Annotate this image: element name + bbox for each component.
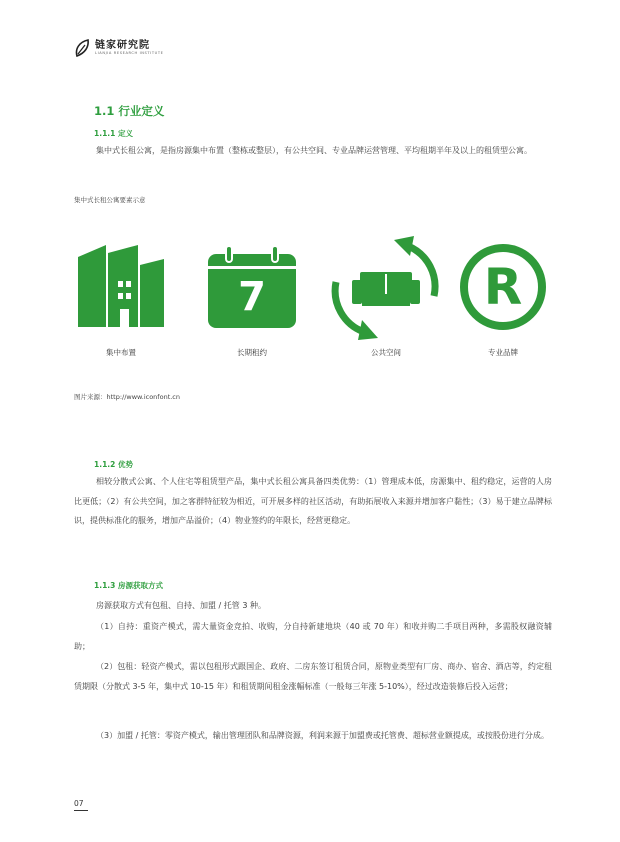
acquisition-item: （1）自持：重资产模式，需大量资金竞拍、收购，分自持新建地块（40 或 70 年）和收并购二手项目两种，多需股权融资辅助； (74, 622, 552, 651)
buildings-icon (78, 243, 164, 327)
brand-logo (74, 39, 164, 57)
acquisition-item: （3）加盟 / 托管：零资产模式，输出管理团队和品牌资源，利润来源于加盟费或托管费、超标营业额提成，或按股份进行分成。 (96, 731, 549, 740)
acquisition-intro: 房源获取方式有包租、自持、加盟 / 托管 3 种。 (96, 601, 266, 610)
brand-name-cn: 链家研究院 (95, 40, 150, 51)
definition-text: 集中式长租公寓，是指房源集中布置（整栋或整层），有公共空间、专业品牌运营管理、平均租期半年及以上的租赁型公寓。 (96, 146, 532, 155)
calendar-number: 7 (238, 274, 266, 320)
leaf-logo-icon (74, 39, 90, 57)
acquisition-item: （2）包租：轻资产模式，需以包租形式跟国企、政府、二房东签订租赁合同，原物业类型有厂房、商办、宿舍、酒店等，约定租赁期限（分散式 3-5 年，集中式 10-15 年）和租赁期间租金涨幅标准（一般每三年涨 5-10%），经过改造装修后投入运营； (74, 662, 552, 691)
icon-label-long-lease: 长期租约 (237, 348, 267, 357)
advantage-heading: 1.1.2 优势 (94, 460, 133, 469)
brand-text (95, 40, 164, 56)
definition-heading: 1.1.1 定义 (94, 129, 133, 138)
page-number: 07 (74, 799, 84, 808)
brand-name-en: LIANJIA RESEARCH INSTITUTE (95, 51, 164, 55)
registered-letter: R (483, 258, 523, 316)
page-number-rule (74, 810, 88, 811)
icon-label-centralized: 集中布置 (106, 348, 136, 357)
icon-label-brand: 专业品牌 (488, 348, 518, 357)
icon-label-public-space: 公共空间 (371, 348, 401, 357)
section-title: 1.1 行业定义 (94, 104, 165, 118)
figure-source: 图片来源：http://www.iconfont.cn (74, 393, 180, 401)
acquisition-heading: 1.1.3 房源获取方式 (94, 581, 163, 590)
sofa-cycle-icon (330, 236, 442, 340)
figure-caption: 集中式长租公寓要素示意 (74, 196, 146, 204)
advantage-text: 相较分散式公寓、个人住宅等租赁型产品，集中式长租公寓具备四类优势：（1）管理成本低，房源集中、租约稳定，运营的人房比更低；（2）有公共空间，加之客群特征较为相近，可开展多样的社区活动，有助拓展收入来源并增加客户黏性；（3）易于建立品牌标识，提供标准化的服务，增加产品溢价；（4）物业签约的年限长，经营更稳定。 (74, 477, 552, 525)
